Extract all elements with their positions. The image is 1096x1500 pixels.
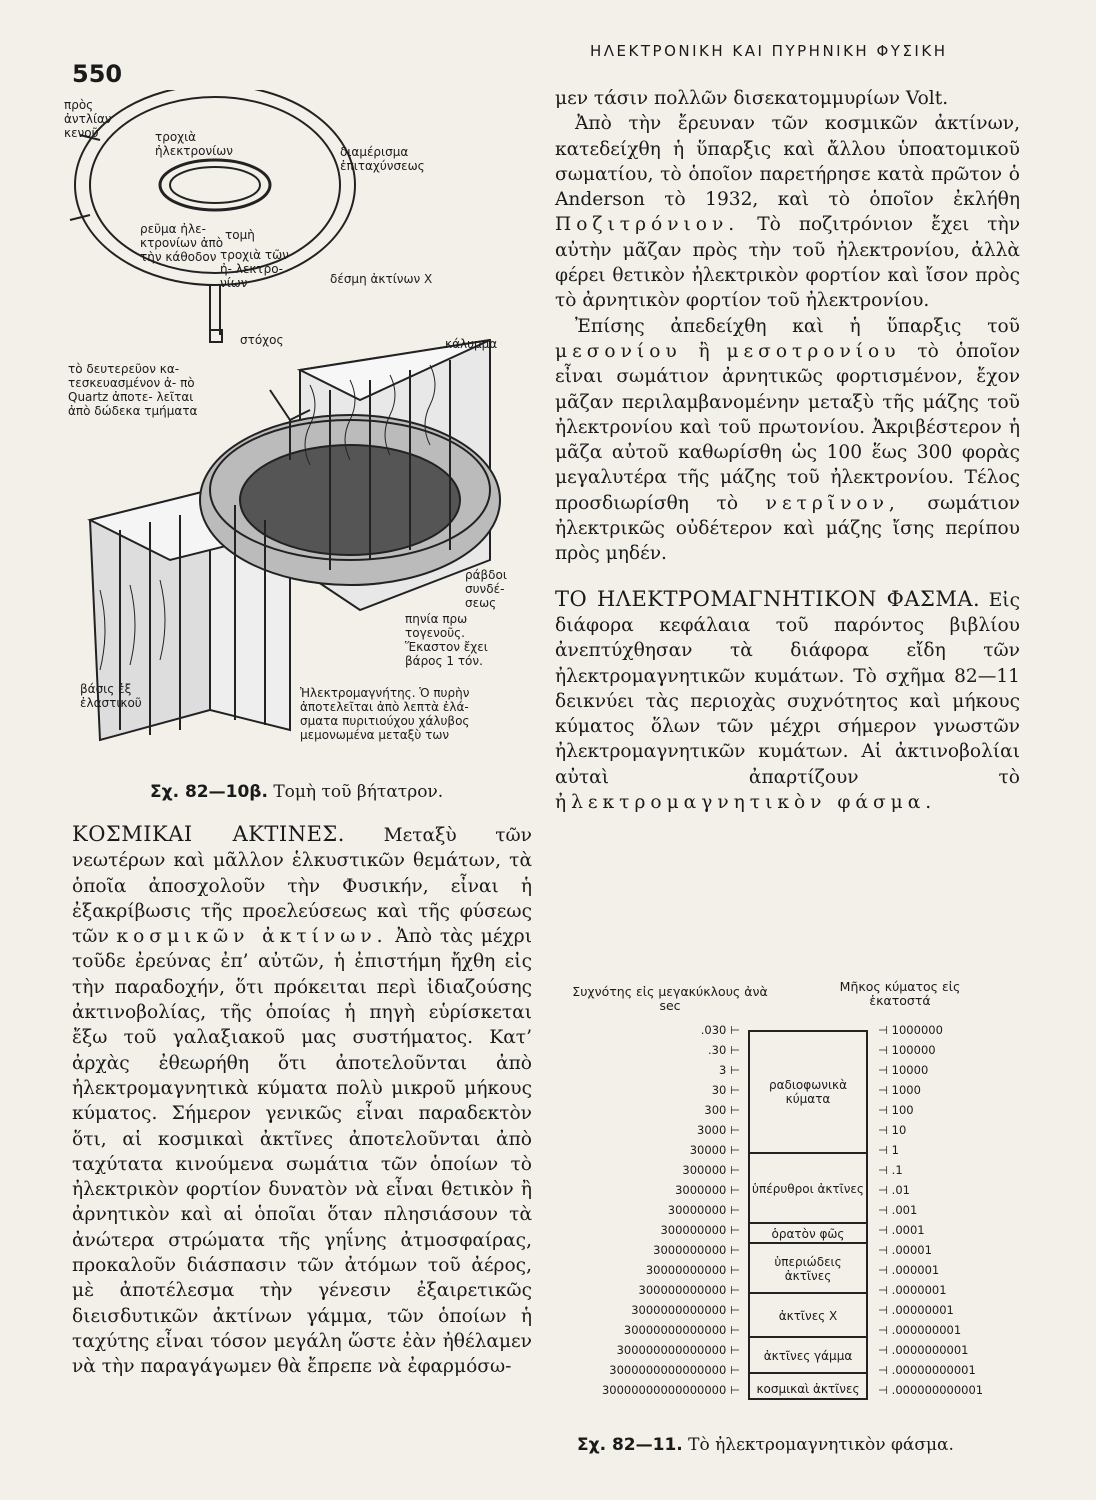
label-rabdoi: ράβδοι συνδέ- σεως xyxy=(465,568,507,610)
wavelength-header: Μῆκος κύματος εἰς ἑκατοστά xyxy=(839,979,961,1008)
frequency-tick: 3000000 ⊢ xyxy=(675,1183,740,1197)
wavelength-tick: ⊣ 100 xyxy=(878,1103,914,1117)
paragraph-text: ἢ xyxy=(698,340,710,362)
paragraph-text: Μεταξὺ τῶν νεωτέρων καὶ μᾶλλον ἑλκυστικῶν θεμάτων, τὰ ὁποῖα ἀποσχολοῦν τὴν Φυσικήν, εἶναι ἡ ἐξακρίβωσις τῆς προελεύσεως καὶ τῆς φύσεως τῶν xyxy=(72,825,532,948)
wavelength-tick: ⊣ .1 xyxy=(878,1163,903,1177)
wavelength-tick: ⊣ 1000 xyxy=(878,1083,921,1097)
frequency-tick: 30000000 ⊢ xyxy=(667,1203,740,1217)
figure1-caption-label: Σχ. 82—10β. xyxy=(150,782,268,802)
frequency-tick: 30 ⊢ xyxy=(711,1083,740,1097)
label-basis: βάσις ἐξ ἐλαστικοῦ xyxy=(80,682,142,710)
spectrum-band: ὁρατὸν φῶς xyxy=(750,1222,866,1244)
label-stoxos: στόχος xyxy=(240,333,284,347)
frequency-tick: 300000000000000 ⊢ xyxy=(616,1343,740,1357)
label-magnitis: Ἠλεκτρομαγνήτης. Ὁ πυρὴν ἀποτελεῖται ἀπὸ λεπτὰ ἐλά- σματα πυριτιούχου χάλυβος μεμονωμένα μεταξὺ των xyxy=(300,686,470,742)
spectrum-band: ἀκτῖνες γάμμα xyxy=(750,1336,866,1374)
wavelength-tick: ⊣ .000000000001 xyxy=(878,1383,984,1397)
label-diamerisma: διαμέρισμα ἐπιταχύνσεως xyxy=(340,145,425,173)
emphasis-text: ἠλεκτρομαγνητικὸν φάσμα. xyxy=(555,792,937,814)
spectrum-band: ὑπέρυθροι ἀκτῖνες xyxy=(750,1152,866,1224)
spectrum-bar xyxy=(748,1030,868,1400)
paragraph-text: τὸ ὁποῖον εἶναι σωμάτιον ἀρνητικῶς φορτισμένον, ἔχον μᾶζαν περιλαμβανομένην μεταξὺ τῆς μάζης τοῦ ἠλεκτρονίου καὶ τοῦ πρωτονίου. Ἀκριβέστερον ἡ μᾶζα αὐτοῦ καθωρίσθη ὡς 100 ἕως 300 φορὰς μεγαλυτέρα τῆς μάζης τοῦ ἠλεκτρονίου. Τέλος προσδιωρίσθη τὸ xyxy=(555,340,1021,514)
wavelength-tick: ⊣ .001 xyxy=(878,1203,918,1217)
label-deutereuon: τὸ δευτερεῦον κα- τεσκευασμένον ἀ- πὸ Quartz ἀποτε- λεῖται ἀπὸ δώδεκα τμήματα xyxy=(68,362,198,418)
wavelength-tick: ⊣ 10 xyxy=(878,1123,907,1137)
figure1-caption xyxy=(150,782,443,802)
figure2-caption xyxy=(577,1435,954,1455)
spectrum-band: ἀκτῖνες Χ xyxy=(750,1292,866,1338)
spectrum-band: κοσμικαὶ ἀκτῖνες xyxy=(750,1372,866,1404)
frequency-tick: 300 ⊢ xyxy=(704,1103,740,1117)
betatron-figure xyxy=(60,90,530,760)
wavelength-tick: ⊣ 1000000 xyxy=(878,1023,943,1037)
wavelength-tick: ⊣ .01 xyxy=(878,1183,910,1197)
left-column xyxy=(72,822,532,1380)
wavelength-tick: ⊣ .000000001 xyxy=(878,1323,962,1337)
paragraph-text: Εἰς διάφορα κεφάλαια τοῦ παρόντος βιβλίου ἀνεπτύχθησαν τὰ διάφορα εἴδη τῶν ἠλεκτρομαγνητικῶν κυμάτων. Τὸ σχῆμα 82—11 δεικνύει τὰς περιοχὰς συχνότητος καὶ μήκους κύματος ὅλων τῶν μέχρι σήμερον γνωστῶν ἠλεκτρομαγνητικῶν κυμάτων. Αἱ ἀκτινοβολίαι αὐταὶ ἀπαρτίζουν τὸ xyxy=(555,589,1020,788)
frequency-tick: 30000000000000000 ⊢ xyxy=(601,1383,740,1397)
frequency-tick: 30000 ⊢ xyxy=(689,1143,740,1157)
wavelength-ticks xyxy=(878,1023,1028,1410)
frequency-tick: 3000000000000 ⊢ xyxy=(631,1303,740,1317)
positron-paragraph xyxy=(555,111,1020,313)
frequency-tick: 3000000000 ⊢ xyxy=(653,1243,740,1257)
spectrum-figure xyxy=(570,979,1040,1425)
emphasis-text: νετρῖνον, xyxy=(765,492,900,514)
emphasis-text: Ποζιτρόνιον. xyxy=(555,214,740,236)
label-tomi: τομὴ xyxy=(225,228,255,242)
cosmic-rays-paragraph xyxy=(72,822,532,1380)
paragraph-continuation: μεν τάσιν πολλῶν δισεκατομμυρίων Volt. xyxy=(555,88,949,109)
spectrum-band: ραδιοφωνικὰ κύματα xyxy=(769,1078,847,1106)
wavelength-tick: ⊣ .000001 xyxy=(878,1263,940,1277)
wavelength-tick: ⊣ .0001 xyxy=(878,1223,925,1237)
frequency-tick: 30000000000 ⊢ xyxy=(645,1263,740,1277)
page-number: 550 xyxy=(72,60,123,88)
cosmic-rays-heading: ΚΟΣΜΙΚΑΙ ΑΚΤΙΝΕΣ. xyxy=(72,822,345,846)
label-pygnia: πηνία πρω τογενοῦς. Ἕκαστον ἔχει βάρος 1 τόν. xyxy=(405,612,488,668)
frequency-tick: 300000000000 ⊢ xyxy=(638,1283,740,1297)
wavelength-tick: ⊣ .0000000001 xyxy=(878,1343,969,1357)
paragraph-text: Ἀπὸ τὴν ἔρευναν τῶν κοσμικῶν ἀκτίνων, κατεδείχθη ἡ ὕπαρξις καὶ ἄλλου ὑποατομικοῦ σωματίου, τὸ ὁποῖον παρετήρησε κατὰ πρῶτον ὁ Anderson τὸ 1932, καὶ τὸ ὁποῖον ἐκλήθη xyxy=(555,113,1020,211)
frequency-tick: .030 ⊢ xyxy=(700,1023,740,1037)
paragraph-text: Ἀπὸ τὰς μέχρι τοῦδε ἐρεύνας ἐπ’ αὐτῶν, ἡ ἐπιστήμη ἤχθη εἰς τὴν παραδοχήν, ὅτι πρόκειται περὶ ἰδιαζούσης ἀκτινοβολίας, τῆς ὁποίας ἡ πηγὴ εὑρίσκεται ἔξω τοῦ γαλαξιακοῦ μας συστήματος. Κατ’ ἀρχὰς ἐθεωρήθη ὅτι ἀποτελοῦνται ἀπὸ ἠλεκτρομαγνητικὰ κύματα πολὺ μικροῦ μήκους κύματος. Σήμερον γενικῶς εἶναι παραδεκτὸν ὅτι, αἱ κοσμικαὶ ἀκτῖνες ἀποτελοῦνται ἀπὸ ταχύτατα κινούμενα σωμάτια τῶν ὁποίων τὸ ἠλεκτρικὸν φορτίον δυνατὸν νὰ εἶναι θετικὸν ἢ ἀρνητικὸν καὶ αἱ ὁποῖαι ὅταν πλησιάσουν τὰ ἀνώτερα στρώματα τῆς γηΐνης ἀτμοσφαίρας, προκαλοῦν διάσπασιν τῶν ἀτόμων τοῦ ἀέρος, μὲ ἀποτέλεσμα τὴν γένεσιν ἐξαιρετικῶς διεισδυτικῶν ἀκτίνων γάμμα, τῶν ὁποίων ἡ ταχύτης εἶναι τόσον μεγάλη ὥστε ἐὰν ἠθέλαμεν νὰ τὴν παραγάγωμεν θὰ ἔπρεπε νὰ ἐφαρμόσω- xyxy=(72,926,532,1378)
right-column xyxy=(555,86,1020,815)
figure2-caption-label: Σχ. 82—11. xyxy=(577,1435,683,1455)
label-troxia: τροχιὰ ἠλεκτρονίων xyxy=(155,130,233,158)
figure1-caption-text: Τομὴ τοῦ βήτατρον. xyxy=(273,782,444,802)
paragraph-text: Τὸ ποζιτρόνιον ἔχει τὴν αὐτὴν μᾶζαν πρὸς τὴν τοῦ ἠλεκτρονίου, ἀλλὰ φέρει θετικὸν ἠλεκτρικὸν φορτίον καὶ ἴσον πρὸς τὸ ἀρνητικὸν φορτίον τοῦ ἠλεκτρονίου. xyxy=(555,214,1020,312)
emphasis-text: μεσονίου xyxy=(555,340,682,362)
running-head: ΗΛΕΚΤΡΟΝΙΚΗ ΚΑΙ ΠΥΡΗΝΙΚΗ ΦΥΣΙΚΗ xyxy=(590,42,948,60)
frequency-tick: 300000000 ⊢ xyxy=(660,1223,740,1237)
paragraph-text: Ἐπίσης ἀπεδείχθη καὶ ἡ ὕπαρξις τοῦ xyxy=(575,315,1020,337)
label-antlian: πρὸς ἀντλίαν κενοῦ xyxy=(64,98,112,140)
emphasis-text: κοσμικῶν ἀκτίνων. xyxy=(116,926,388,948)
frequency-tick: 3000000000000000 ⊢ xyxy=(609,1363,740,1377)
label-kalymma: κάλυμμα xyxy=(445,337,498,351)
wavelength-tick: ⊣ 100000 xyxy=(878,1043,936,1057)
meson-paragraph xyxy=(555,314,1020,567)
frequency-tick: 300000 ⊢ xyxy=(682,1163,740,1177)
wavelength-tick: ⊣ .00001 xyxy=(878,1243,932,1257)
label-desmi: δέσμη ἀκτίνων Χ xyxy=(330,272,433,286)
frequency-ticks xyxy=(570,1023,740,1410)
wavelength-tick: ⊣ .00000000001 xyxy=(878,1363,976,1377)
frequency-tick: 3 ⊢ xyxy=(719,1063,740,1077)
paragraph-text: σωμάτιον ἠλεκτρικῶς οὐδέτερον καὶ μάζης ἴσης περίπου πρὸς μηδέν. xyxy=(555,492,1020,565)
wavelength-tick: ⊣ 10000 xyxy=(878,1063,929,1077)
frequency-tick: .30 ⊢ xyxy=(708,1043,740,1057)
wavelength-tick: ⊣ .0000001 xyxy=(878,1283,947,1297)
figure2-caption-text: Τὸ ἠλεκτρομαγνητικὸν φάσμα. xyxy=(688,1435,954,1455)
spectrum-paragraph xyxy=(555,587,1020,816)
emphasis-text: μεσοτρονίου xyxy=(726,340,901,362)
label-reuma: ρεῦμα ἠλε- κτρονίων ἀπὸ τὴν κάθοδον xyxy=(140,222,224,264)
spectrum-band: ὑπεριώδεις ἀκτῖνες xyxy=(750,1242,866,1294)
frequency-tick: 3000 ⊢ xyxy=(697,1123,740,1137)
label-troxia2: τροχιὰ τῶν ἠ- λεκτρο- νίων xyxy=(220,248,289,290)
frequency-tick: 30000000000000 ⊢ xyxy=(623,1323,740,1337)
spectrum-heading: ΤΟ ΗΛΕΚΤΡΟΜΑΓΝΗΤΙΚΟΝ ΦΑΣΜΑ. xyxy=(555,586,981,611)
frequency-header: Συχνότης εἰς μεγακύκλους ἀνὰ sec xyxy=(572,984,768,1013)
wavelength-tick: ⊣ 1 xyxy=(878,1143,899,1157)
wavelength-tick: ⊣ .00000001 xyxy=(878,1303,954,1317)
